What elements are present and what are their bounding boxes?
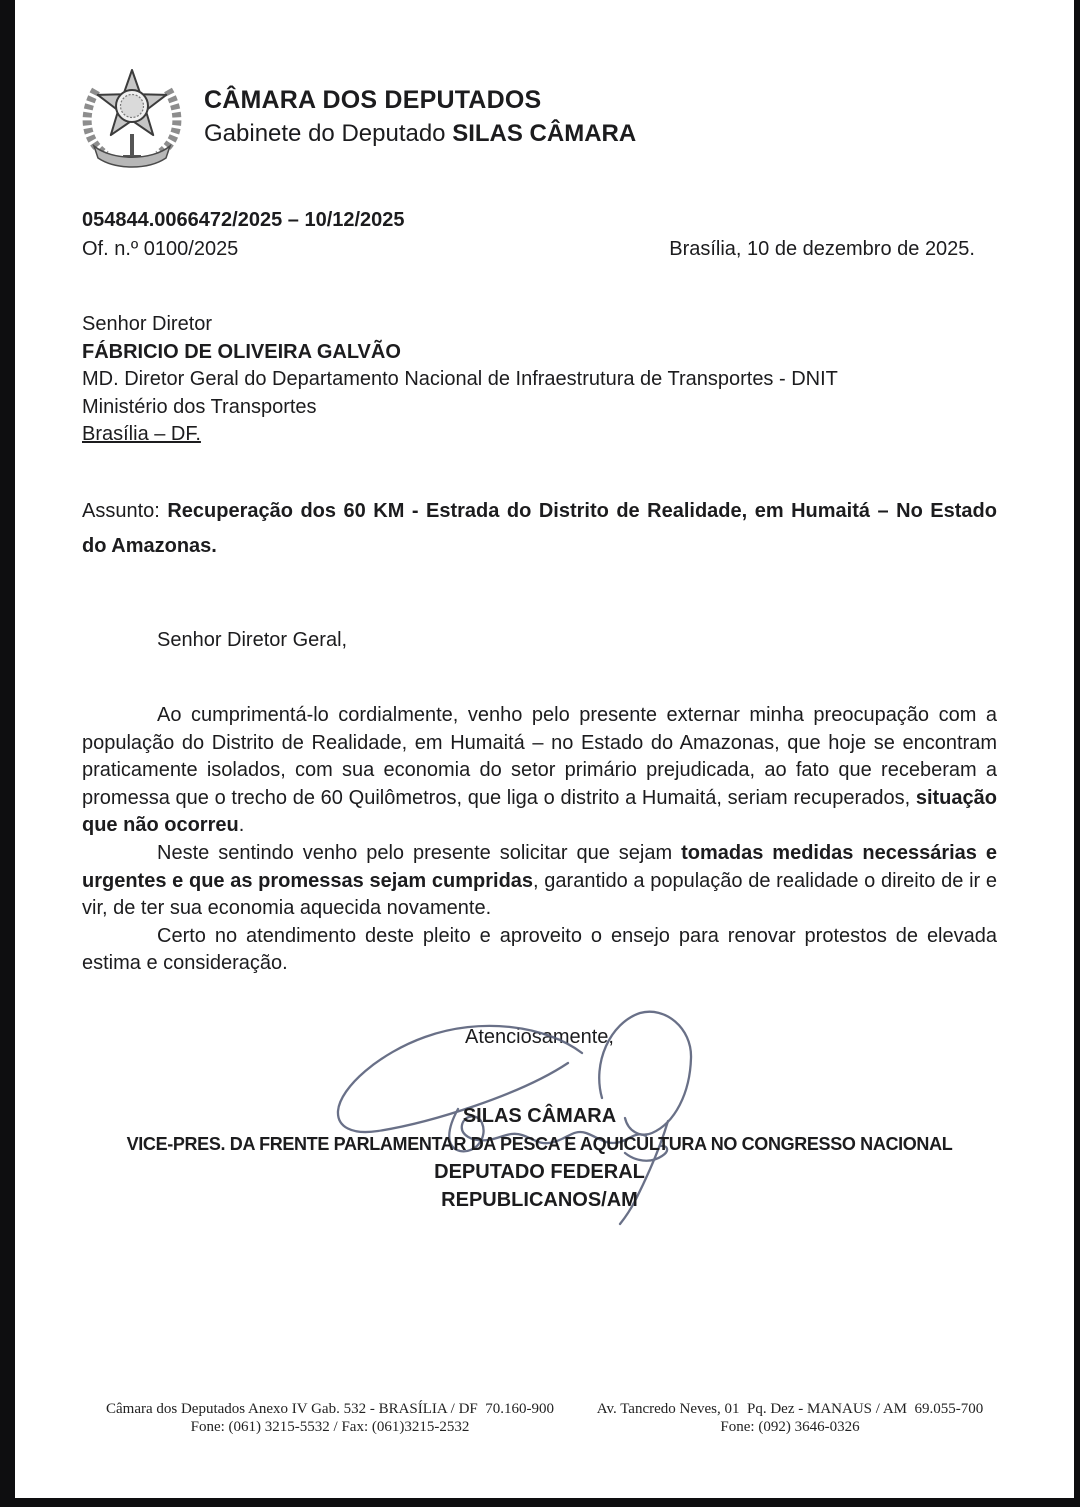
recipient-role: MD. Diretor Geral do Departamento Nacional de Infraestrutura de Transportes - DNIT bbox=[82, 368, 838, 390]
paragraph-2-end: , garantido a população de realidade o direito de ir e vir, de ter sua economia aquecida novamente. bbox=[82, 869, 997, 920]
recipient-city: Brasília – DF. bbox=[82, 423, 201, 445]
reference-block bbox=[82, 209, 997, 261]
page-title: CÂMARA DOS DEPUTADOS bbox=[204, 86, 542, 114]
footer-manaus-phone: Fone: (092) 3646-0326 bbox=[720, 1418, 860, 1435]
office-prefix: Gabinete do Deputado bbox=[204, 120, 453, 147]
recipient-salutation: Senhor Diretor bbox=[82, 313, 213, 335]
office-subtitle bbox=[204, 119, 636, 149]
place-date: Brasília, 10 de dezembro de 2025. bbox=[669, 238, 975, 260]
scan-edge-left bbox=[0, 0, 15, 1507]
paragraph-1-period: . bbox=[238, 814, 245, 837]
recipient-name: FÁBRICIO DE OLIVEIRA GALVÃO bbox=[82, 340, 401, 363]
footer-manaus-address: Av. Tancredo Neves, 01 Pq. Dez - MANAUS / AM 69.055-700 bbox=[596, 1401, 984, 1417]
subject-text: Recuperação dos 60 KM - Estrada do Distrito de Realidade, em Humaitá – No Estado do Amazonas. bbox=[82, 500, 997, 557]
letter-body bbox=[82, 702, 997, 978]
paragraph-1-text: Ao cumprimentá-lo cordialmente, venho pelo presente externar minha preocupação com a população do Distrito de Realidade, em Humaitá – no Estado do Amazonas, que hoje se encontram praticamente isolados, com sua economia do setor primário prejudicada, ao fato que receberam a promessa que o trecho de 60 Quilômetros, que liga o distrito a Humaitá, seriam recuperados, bbox=[82, 704, 997, 809]
subject-label: Assunto: bbox=[82, 500, 168, 522]
paragraph-1 bbox=[82, 702, 997, 840]
paragraph-2 bbox=[82, 840, 997, 923]
signature-block bbox=[82, 1102, 997, 1214]
brazil-coat-of-arms-icon bbox=[76, 62, 188, 173]
deputy-name: SILAS CÂMARA bbox=[452, 120, 637, 147]
signer-title-3: REPUBLICANOS/AM bbox=[441, 1189, 638, 1211]
signer-title-2: DEPUTADO FEDERAL bbox=[434, 1161, 645, 1183]
document-number: Of. n.º 0100/2025 bbox=[82, 238, 239, 260]
footer-brasilia-address: Câmara dos Deputados Anexo IV Gab. 532 - BRASÍLIA / DF 70.160-900 bbox=[105, 1401, 554, 1417]
process-number: 054844.0066472/2025 – 10/12/2025 bbox=[82, 209, 405, 231]
paragraph-3: Certo no atendimento deste pleito e aproveito o ensejo para renovar protestos de elevada estima e consideração. bbox=[82, 924, 997, 975]
signer-title-1: VICE-PRES. DA FRENTE PARLAMENTAR DA PESCA E AQUICULTURA NO CONGRESSO NACIONAL bbox=[126, 1134, 953, 1154]
scan-edge-bottom bbox=[0, 1498, 1080, 1507]
signer-name: SILAS CÂMARA bbox=[462, 1105, 617, 1127]
paragraph-2-bold: tomadas medidas necessárias e urgentes e que as promessas sejam cumpridas bbox=[82, 841, 997, 892]
recipient-department: Ministério dos Transportes bbox=[82, 395, 317, 418]
recipient-block bbox=[82, 311, 838, 449]
paragraph-2-text: Neste sentindo venho pelo presente solicitar que sejam bbox=[157, 841, 682, 864]
footer-brasilia bbox=[95, 1401, 565, 1436]
subject-line bbox=[82, 494, 997, 564]
footer-manaus bbox=[590, 1401, 990, 1436]
valediction: Atenciosamente, bbox=[465, 1026, 614, 1048]
footer-brasilia-phone: Fone: (061) 3215-5532 / Fax: (061)3215-2532 bbox=[190, 1418, 470, 1435]
scan-edge-right bbox=[1074, 0, 1080, 1507]
paragraph-1-bold: situação que não ocorreu bbox=[82, 786, 997, 837]
greeting: Senhor Diretor Geral, bbox=[157, 629, 348, 651]
letterhead bbox=[204, 84, 636, 149]
